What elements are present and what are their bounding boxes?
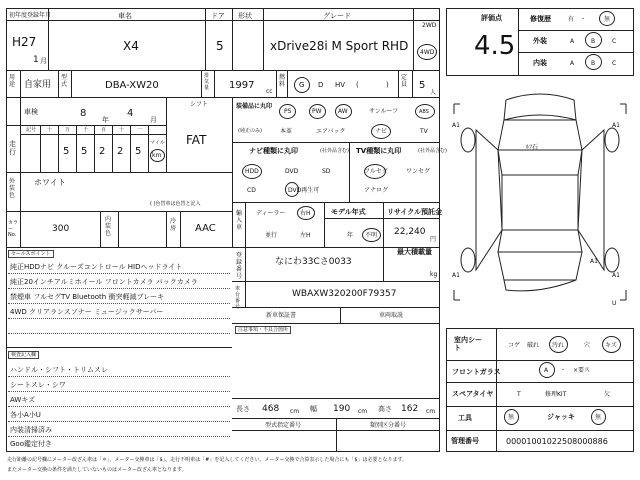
- width-label: 幅: [310, 405, 317, 413]
- height-value: 162: [401, 404, 419, 414]
- tools-none: 無: [508, 414, 515, 421]
- ac-label: 冷房: [170, 218, 177, 232]
- width-value: 190: [333, 404, 351, 414]
- tv-fullseg: フルセグ: [364, 168, 388, 175]
- import-dealer: ディーラー: [256, 210, 286, 217]
- equip-navi: ナビ: [375, 128, 388, 135]
- equip-ps: PS: [284, 108, 292, 115]
- inspection-month: 4: [127, 108, 134, 119]
- mile-label: マイル: [150, 140, 165, 146]
- fuel-d: D: [318, 81, 324, 89]
- equip-sunroof: サンルーフ: [369, 108, 399, 115]
- front-glass-a: A: [544, 367, 549, 374]
- reg-year-label: 初年度登録年月: [9, 12, 52, 19]
- bracket-mark: [454, 290, 460, 300]
- mileage-digit: 5: [81, 146, 88, 157]
- max-load-label: 最大積載量: [397, 248, 432, 256]
- drive-2wd: 2WD: [422, 22, 437, 29]
- interior-grade-label: 内装: [533, 59, 547, 67]
- navi-title-note: (社外品含む): [320, 148, 349, 154]
- rear-bumper-shape: [504, 280, 576, 291]
- mileage-digit: 2: [99, 146, 106, 157]
- repair-yes: 有: [568, 16, 575, 23]
- exterior-color-label: 外装色: [9, 178, 16, 199]
- type-designation-label: 型式指定番号: [265, 422, 302, 429]
- jack-label: ジャッキ: [547, 413, 575, 421]
- sales-point-line: 禁煙車 フルセグTV Bluetooth 衝突軽減ブレーキ: [10, 293, 165, 301]
- exterior-b: B: [591, 38, 596, 45]
- model-year-label: モデル年式: [331, 208, 366, 216]
- notes-label: 注意事項・不具合箇所: [235, 326, 291, 334]
- capacity-label: 定員: [401, 74, 408, 88]
- use-value: 自家用: [24, 80, 52, 90]
- chassis-value: WBAXW320200F79357: [292, 289, 397, 299]
- new-car-warranty: 新車保証書: [266, 312, 297, 319]
- capacity-unit: 人: [430, 89, 437, 96]
- jack-none: 無: [595, 414, 602, 421]
- month-unit: 月: [40, 57, 47, 65]
- equip-tv: TV: [420, 128, 428, 135]
- sheet-tear: 破れ: [527, 342, 540, 349]
- recycle-label: リサイクル預託金: [387, 208, 443, 216]
- max-load-unit: kg: [430, 271, 438, 278]
- inspection-year: 8: [80, 108, 87, 119]
- displacement-value: 1997: [229, 80, 255, 91]
- navi-cd: CD: [247, 187, 256, 194]
- grade-value: xDrive28i M Sport RHD: [270, 39, 409, 53]
- sales-point-line: 4WD クリアランスソナー ミュージックサーバー: [10, 308, 164, 316]
- front-glass-label: フロントガラス: [452, 368, 501, 376]
- diagram-mark: A1: [590, 258, 598, 265]
- digit-header-3: 千: [83, 127, 89, 133]
- steering-right: 右H: [300, 210, 311, 217]
- front-bumper-shape: [504, 94, 576, 120]
- car-name-label: 車名: [118, 12, 132, 20]
- length-unit: cm: [290, 408, 300, 415]
- digit-header-5: 十: [119, 127, 125, 133]
- model-label: 型式: [61, 74, 68, 88]
- car-outline-svg: [446, 80, 634, 324]
- navi-hdd: HDD: [245, 168, 259, 175]
- navi-dvd: DVD: [285, 168, 299, 175]
- length-value: 468: [262, 404, 280, 414]
- drive-4wd: 4WD: [420, 49, 435, 56]
- tv-oneseg: ワンセグ: [406, 168, 431, 175]
- score-label: 評価点: [481, 14, 502, 22]
- km-label: km: [152, 152, 162, 159]
- bracket-mark: [620, 104, 626, 114]
- digit-header-6: 一: [137, 127, 143, 133]
- interior-sheet-label: 室内シート: [454, 336, 482, 352]
- trunk-shape: [498, 252, 582, 280]
- footer-line-2: またメーター交換の条件を満たしていないものはメーター改ざん車となります。: [7, 467, 187, 473]
- model-value: DBA-XW20: [105, 80, 159, 91]
- inspection-year-unit: 年: [102, 116, 109, 124]
- sheet-burn: コゲ: [508, 342, 521, 349]
- diagram-mark: A1: [452, 272, 460, 279]
- chassis-label: 車台番号: [235, 286, 241, 310]
- mileage-digit: 5: [135, 146, 142, 157]
- repair-label: 修復歴: [530, 15, 551, 23]
- bracket-mark: [620, 290, 626, 300]
- diagram-mark: A1: [612, 272, 620, 279]
- equip-airbag: エアバック: [316, 128, 346, 135]
- inspector-line: 内装清掃済み: [10, 426, 52, 434]
- owners-manual: 車両取説: [379, 312, 404, 319]
- roof-shape: [502, 175, 578, 230]
- exterior-color-note: ( )色替車は色替と記入: [150, 201, 201, 207]
- interior-b: B: [591, 60, 596, 67]
- recycle-unit: 円: [430, 236, 437, 243]
- spare-tire-kit: 修理KIT: [545, 391, 567, 398]
- front-glass-replace: ×要ス: [573, 367, 591, 374]
- steering-left: 左H: [300, 232, 311, 239]
- inspector-label: 検査記入欄: [8, 351, 39, 359]
- equip-pw: PW: [312, 108, 322, 115]
- inspector-line: Goo鑑定付き: [10, 440, 52, 448]
- repair-no: 無: [604, 16, 611, 23]
- model-year-unit: 年: [347, 232, 354, 239]
- digit-header-2: 万: [65, 127, 71, 133]
- spare-tire-t: T: [517, 391, 521, 398]
- height-unit: cm: [426, 408, 436, 415]
- color-code-label: カラーNo.: [8, 220, 19, 238]
- fuel-g: G: [299, 81, 305, 89]
- exterior-color-value: ホワイト: [34, 178, 66, 187]
- spare-tire-none: 欠: [604, 391, 611, 398]
- fuel-hv: HV: [335, 81, 346, 89]
- navi-dvd-playback: DVD再生可: [288, 187, 320, 194]
- tv-title: TV種類に丸印: [356, 147, 402, 155]
- fuel-label: 燃料: [279, 74, 286, 88]
- inspector-line: ハンドル・シフト・トリムスレ: [10, 366, 108, 374]
- ac-value: AAC: [195, 223, 216, 234]
- interior-c: C: [612, 60, 617, 67]
- wheel-fr: [605, 128, 619, 152]
- sheet-stain: 汚れ: [552, 342, 565, 349]
- plate-value: なにわ33Cさ0033: [275, 257, 352, 267]
- exterior-grade-label: 外装: [533, 37, 547, 45]
- tv-analog: アナログ: [364, 187, 389, 194]
- shift-label: シフト: [190, 101, 209, 108]
- grade-label: グレード: [323, 12, 351, 20]
- shift-value: FAT: [186, 133, 207, 147]
- diagram-mark: U: [612, 300, 617, 307]
- height-label: 高さ: [378, 405, 392, 413]
- equip-aw: AW: [338, 108, 348, 115]
- mgmt-value: 00001001022508000886: [506, 437, 608, 446]
- inspector-line: 各小A小U: [10, 411, 41, 419]
- inspector-line: AWキズ: [10, 396, 36, 404]
- cc-unit: cc: [266, 88, 273, 95]
- spare-tire-label: スペアタイヤ: [452, 390, 494, 398]
- recycle-value: 22,240: [394, 227, 426, 237]
- exterior-a: A: [570, 38, 575, 45]
- sheet-scratch: キズ: [605, 342, 617, 349]
- inspection-month-unit: 月: [150, 116, 157, 124]
- interior-a: A: [570, 60, 575, 67]
- sheet-hole: 穴: [584, 342, 591, 349]
- mileage-digit: 5: [63, 146, 70, 157]
- wheel-fl: [461, 128, 475, 152]
- diagram-mark: A1: [452, 122, 460, 129]
- equipment-subtitle: (純正のみ): [238, 128, 262, 134]
- plate-label: 登録番号: [236, 252, 243, 280]
- roof-damage-note: ﾙﾌ石: [526, 144, 539, 151]
- repair-dot: ・: [580, 16, 587, 23]
- car-diagram: [446, 80, 634, 324]
- doors-label: ドア: [211, 12, 225, 20]
- color-code-value: 300: [52, 224, 70, 234]
- score-value: 4.5: [474, 31, 516, 61]
- navi-sd: SD: [322, 168, 331, 175]
- front-glass-dot: ・: [560, 367, 567, 374]
- sales-point-label: セールスポイント: [8, 250, 54, 258]
- model-year-unknown: 不明: [365, 232, 378, 239]
- rear-glass-shape: [498, 230, 582, 252]
- equip-abs: ABS: [419, 109, 429, 115]
- wheel-rr: [605, 248, 619, 272]
- digit-header-4: 百: [101, 127, 107, 133]
- shape-label: 形状: [238, 12, 252, 20]
- category-number-label: 類別区分番号: [370, 422, 407, 429]
- width-unit: cm: [358, 408, 368, 415]
- displacement-label: 排気量: [204, 73, 210, 91]
- exterior-c: C: [612, 38, 617, 45]
- tools-label: 工具: [458, 414, 472, 422]
- use-label: 用途: [9, 74, 16, 88]
- digit-header-symbol: 記号: [26, 127, 37, 133]
- reg-year-value: H27: [12, 35, 37, 49]
- mileage-label: 走行: [9, 140, 16, 156]
- diagram-mark: A1: [612, 122, 620, 129]
- tv-title-note: (社外品含む): [418, 148, 447, 154]
- length-label: 長さ: [236, 405, 250, 413]
- capacity-value: 5: [419, 80, 426, 91]
- sales-point-line: 純正HDDナビ クルーズコントロール HIDヘッドライト: [10, 263, 183, 271]
- doors-value: 5: [216, 39, 224, 53]
- equipment-title: 装備品に丸印: [236, 103, 273, 110]
- hood-shape: [498, 120, 582, 150]
- inspector-line: シートスレ・シワ: [10, 381, 66, 389]
- import-label: 輸入車: [236, 210, 243, 231]
- interior-color-label: 内装色: [105, 216, 112, 237]
- mileage-digit: 2: [117, 146, 124, 157]
- equip-leather: 本革: [280, 128, 293, 135]
- windshield-shape: [498, 150, 582, 175]
- car-name-value: X4: [123, 39, 139, 53]
- footer-line-1: 走行距離の記号欄にメーター改ざん車は「＊」、メーター交換車は「$」、走行不明車は「#」を記入してください。メーター交換で合算表示した場合にも「$」は必要となります。: [7, 457, 408, 463]
- wheel-rl: [461, 248, 475, 272]
- digit-header-1: 十: [47, 127, 53, 133]
- fuel-open: (: [356, 81, 359, 89]
- import-parallel: 並行: [265, 232, 278, 239]
- sales-point-line: 純正20インチアルミホイール フロントカメラ バックカメラ: [10, 278, 198, 286]
- navi-title: ナビ種類に丸印: [249, 147, 298, 155]
- reg-month-value: 1: [33, 55, 39, 65]
- mgmt-label: 管理番号: [451, 437, 479, 445]
- inspection-label: 車検: [24, 108, 38, 116]
- bracket-mark: [454, 104, 460, 114]
- fuel-close: ): [386, 81, 389, 89]
